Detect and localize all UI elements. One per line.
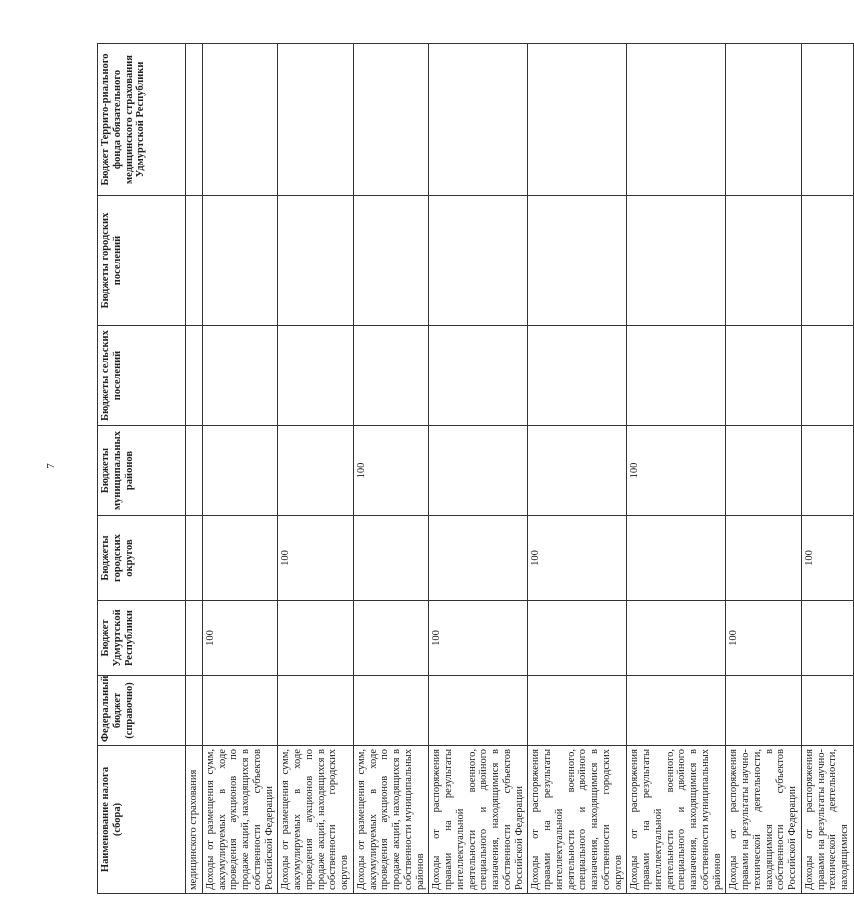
cell-udmurt: [528, 601, 627, 676]
table-row: [353, 44, 429, 894]
row-name: Доходы от распоряжения правами на результаты научно-технической деятельности, находящимися в собственности субъектов Российской Федерации: [726, 746, 802, 894]
cell-urban: [186, 196, 203, 326]
cell-rural: [801, 326, 853, 426]
cell-rural: [627, 326, 726, 426]
cell-udmurt: 100: [726, 601, 802, 676]
cell-federal: [202, 676, 278, 746]
cell-udmurt: [627, 601, 726, 676]
table-row: [528, 44, 627, 894]
cell-city: [726, 516, 802, 601]
row-name: Доходы от размещения сумм, аккумулируемых в ходе проведения аукционов по продаже акций, находящихся в собственности городских округов: [278, 746, 354, 894]
cell-urban: [726, 196, 802, 326]
cell-urban: [353, 196, 429, 326]
cell-municipal: [528, 426, 627, 516]
cell-federal: [726, 676, 802, 746]
cell-municipal: 100: [353, 426, 429, 516]
table-row: [801, 44, 853, 894]
cell-federal: [801, 676, 853, 746]
cell-urban: [801, 196, 853, 326]
header-medical-fund: Бюджет Террито-риального фонда обязательного медицинского страхования Удмуртской Республики: [98, 44, 186, 196]
cell-udmurt: 100: [429, 601, 528, 676]
cell-medical-fund: [627, 44, 726, 196]
header-udmurt-budget: Бюджет Удмуртской Республики: [98, 601, 186, 676]
cell-municipal: 100: [627, 426, 726, 516]
cell-rural: [353, 326, 429, 426]
cell-medical-fund: [202, 44, 278, 196]
header-rural-settlements: Бюджеты сельских поселений: [98, 326, 186, 426]
cell-medical-fund: [528, 44, 627, 196]
cell-udmurt: [353, 601, 429, 676]
cell-city: 100: [528, 516, 627, 601]
cell-rural: [429, 326, 528, 426]
table-row: [186, 44, 203, 894]
cell-city: [353, 516, 429, 601]
cell-city: [202, 516, 278, 601]
cell-municipal: [801, 426, 853, 516]
row-name: медицинского страхования: [186, 746, 203, 894]
cell-urban: [278, 196, 354, 326]
cell-federal: [278, 676, 354, 746]
cell-municipal: [186, 426, 203, 516]
cell-udmurt: [801, 601, 853, 676]
row-name: Доходы от распоряжения правами на результаты научно-технической деятельности, находящимися: [801, 746, 853, 894]
row-name: Доходы от распоряжения правами на результаты интеллектуальной деятельности военного, специального и двойного назначения, находящимися в собственности городских округов: [528, 746, 627, 894]
header-tax-name: Наименование налога (сбора): [98, 746, 186, 894]
cell-urban: [429, 196, 528, 326]
cell-city: 100: [278, 516, 354, 601]
cell-udmurt: [278, 601, 354, 676]
cell-city: [429, 516, 528, 601]
page-number: 7: [45, 463, 57, 469]
cell-federal: [429, 676, 528, 746]
cell-urban: [627, 196, 726, 326]
tax-distribution-table: [97, 43, 854, 894]
cell-rural: [278, 326, 354, 426]
cell-udmurt: 100: [202, 601, 278, 676]
cell-rural: [202, 326, 278, 426]
table-row: [429, 44, 528, 894]
cell-urban: [202, 196, 278, 326]
cell-municipal: [726, 426, 802, 516]
cell-urban: [528, 196, 627, 326]
header-row: [98, 44, 186, 894]
row-name: Доходы от распоряжения правами на результаты интеллектуальной деятельности военного, специального и двойного назначения, находящимися в собственности муниципальных районов: [627, 746, 726, 894]
table-row: [627, 44, 726, 894]
cell-city: [627, 516, 726, 601]
row-name: Доходы от распоряжения правами на результаты интеллектуальной деятельности военного, специального и двойного назначения, находящимися в собственности субъектов Российской Федерации: [429, 746, 528, 894]
table-row: [202, 44, 278, 894]
cell-federal: [353, 676, 429, 746]
row-name: Доходы от размещения сумм, аккумулируемых в ходе проведения аукционов по продаже акций, находящихся в собственности муниципальных районов: [353, 746, 429, 894]
cell-federal: [186, 676, 203, 746]
cell-city: [186, 516, 203, 601]
cell-municipal: [278, 426, 354, 516]
cell-medical-fund: [353, 44, 429, 196]
table-row: [278, 44, 354, 894]
header-urban-settlements: Бюджеты городских поселений: [98, 196, 186, 326]
header-municipal-districts: Бюджеты муниципальных районов: [98, 426, 186, 516]
cell-rural: [726, 326, 802, 426]
cell-municipal: [202, 426, 278, 516]
header-federal-budget: Федеральный бюджет (справочно): [98, 676, 186, 746]
cell-medical-fund: [278, 44, 354, 196]
cell-medical-fund: [801, 44, 853, 196]
cell-medical-fund: [429, 44, 528, 196]
cell-rural: [186, 326, 203, 426]
cell-municipal: [429, 426, 528, 516]
cell-federal: [627, 676, 726, 746]
cell-rural: [528, 326, 627, 426]
cell-udmurt: [186, 601, 203, 676]
cell-city: 100: [801, 516, 853, 601]
header-city-districts: Бюджеты городских округов: [98, 516, 186, 601]
cell-medical-fund: [186, 44, 203, 196]
cell-medical-fund: [726, 44, 802, 196]
table-row: [726, 44, 802, 894]
row-name: Доходы от размещения сумм, аккумулируемых в ходе проведения аукционов по продаже акций, находящихся в собственности субъектов Российской Федерации: [202, 746, 278, 894]
cell-federal: [528, 676, 627, 746]
